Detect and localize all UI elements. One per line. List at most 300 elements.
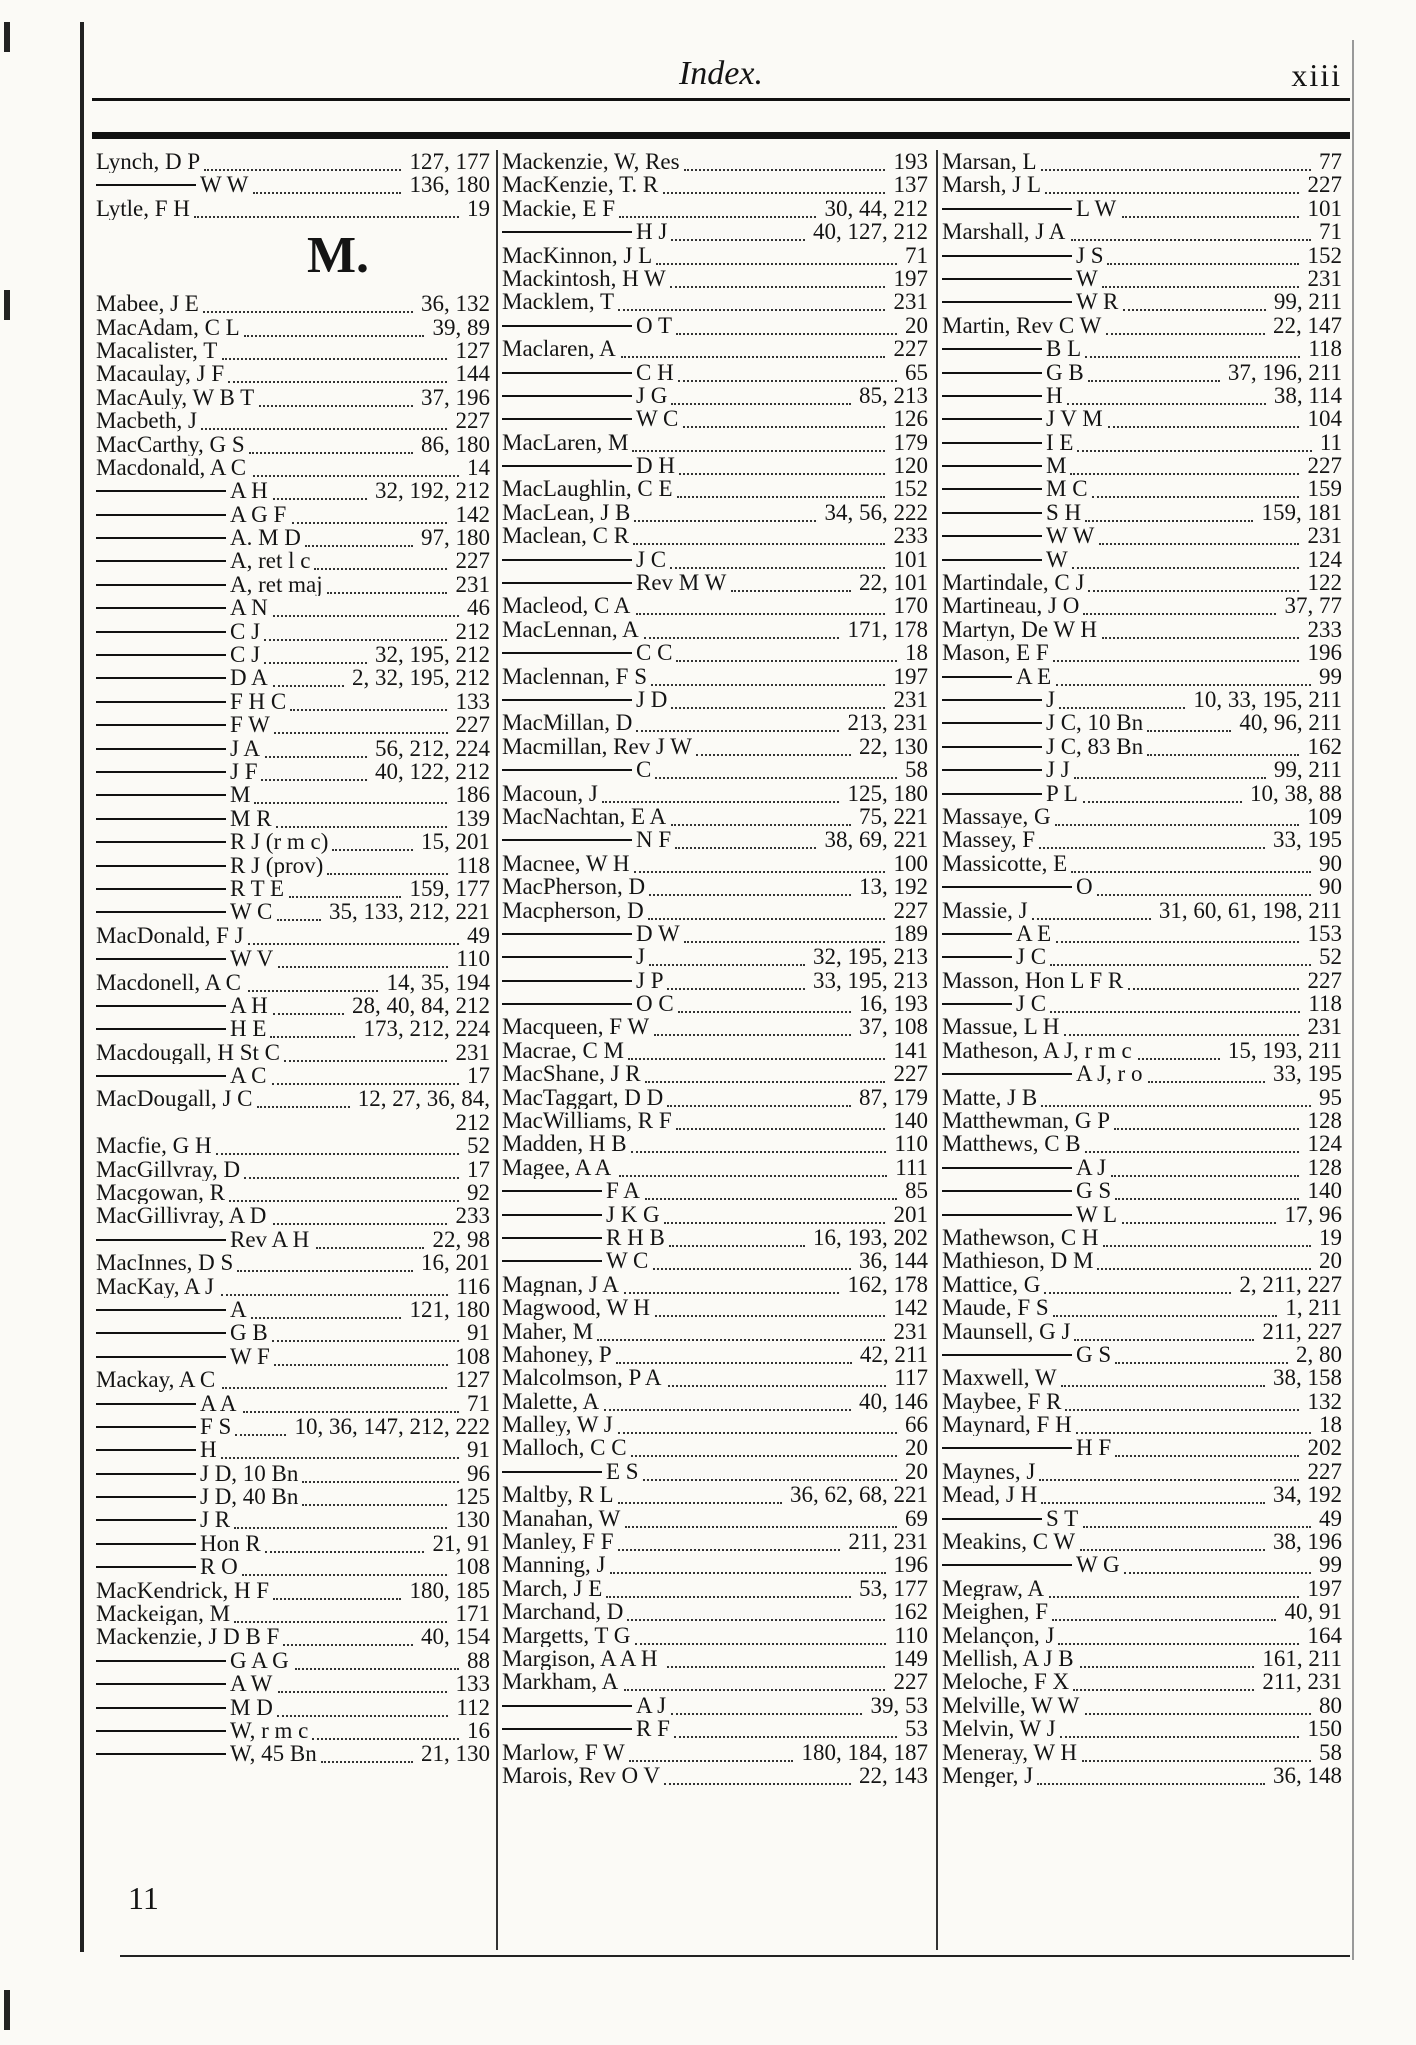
entry-pages: 58 <box>902 758 928 781</box>
entry-name: J A <box>230 736 261 760</box>
leader-dots <box>1039 828 1265 849</box>
leader-dots <box>1064 1015 1299 1036</box>
entry-name: Meloche, F X <box>942 1670 1070 1694</box>
ditto-rule <box>942 512 1042 514</box>
leader-dots <box>1097 1249 1311 1270</box>
entry-name: O C <box>636 992 674 1016</box>
entry-name: MacKinnon, J L <box>502 243 653 267</box>
leader-dots <box>636 594 886 615</box>
entry-pages: 40, 154 <box>418 1625 490 1648</box>
index-entry <box>502 665 928 688</box>
ditto-rule <box>502 839 632 841</box>
leader-dots <box>606 1577 851 1598</box>
entry-pages: 227 <box>1305 173 1343 196</box>
column-divider <box>936 150 938 1950</box>
index-entry <box>942 594 1342 617</box>
index-entry <box>502 1764 928 1787</box>
entry-name: R T E <box>230 876 285 901</box>
index-entry <box>942 1132 1342 1155</box>
index-entry <box>502 1132 928 1155</box>
entry-name: Mabee, J E <box>96 292 199 316</box>
index-entry <box>502 1647 928 1670</box>
entry-pages: 125, 180 <box>845 782 929 805</box>
index-entry <box>942 1577 1342 1600</box>
leader-dots <box>312 1719 459 1740</box>
index-entry <box>942 290 1342 313</box>
leader-dots <box>1088 361 1220 382</box>
index-column-3 <box>942 150 1342 1930</box>
entry-name: Malloch, C C <box>502 1436 627 1460</box>
entry-pages: 196 <box>1305 641 1343 664</box>
entry-name: Megraw, A <box>942 1576 1044 1601</box>
index-entry <box>502 688 928 711</box>
entry-name: Magnan, J A <box>502 1272 619 1297</box>
entry-name: March, J E <box>502 1576 603 1601</box>
leader-dots <box>624 1273 839 1294</box>
entry-name: J C, 83 Bn <box>1046 734 1144 759</box>
leader-dots <box>1059 688 1185 709</box>
entry-pages: 33, 195 <box>1270 1062 1342 1085</box>
index-entry <box>502 1109 928 1132</box>
leader-dots <box>645 1062 886 1083</box>
entry-name: J <box>636 945 645 969</box>
leader-dots <box>1102 267 1300 288</box>
entry-name: Martindale, C J <box>942 571 1085 595</box>
leader-dots <box>1088 571 1299 592</box>
entry-pages: 231 <box>891 290 929 313</box>
entry-name: Maybee, F R <box>942 1389 1062 1414</box>
entry-name: C J <box>230 619 261 644</box>
index-entry <box>96 877 490 900</box>
entry-name: Macgowan, R <box>96 1181 226 1205</box>
index-entry <box>96 1017 490 1040</box>
entry-pages: 96 <box>464 1462 490 1485</box>
entry-pages: 180, 185 <box>407 1579 491 1602</box>
leader-dots <box>677 477 886 498</box>
index-entry <box>502 1086 928 1109</box>
leader-dots <box>277 900 321 921</box>
entry-name: Macbeth, J <box>96 409 197 433</box>
index-entry <box>502 1530 928 1553</box>
index-entry <box>502 454 928 477</box>
leader-dots <box>327 573 448 594</box>
index-entry <box>942 1249 1342 1272</box>
entry-name: Maynes, J <box>942 1459 1036 1484</box>
leader-dots <box>1053 1296 1278 1317</box>
index-entry <box>502 758 928 781</box>
entry-name: Maunsell, G J <box>942 1319 1071 1343</box>
ditto-rule <box>96 1683 226 1685</box>
index-entry <box>942 641 1342 664</box>
leader-dots <box>1102 618 1300 639</box>
leader-dots <box>234 1602 447 1623</box>
entry-pages: 99, 211 <box>1271 290 1342 313</box>
entry-pages: 52 <box>464 1134 490 1157</box>
leader-dots <box>1044 1273 1231 1294</box>
entry-name: Mead, J H <box>942 1483 1038 1507</box>
index-entry <box>96 1485 490 1508</box>
entry-pages: 85 <box>902 1179 928 1202</box>
leader-dots <box>1039 1460 1299 1481</box>
leader-dots <box>1045 173 1299 194</box>
entry-name: Maltby, R L <box>502 1483 614 1507</box>
entry-pages: 69 <box>902 1507 928 1530</box>
entry-pages: 137 <box>891 173 929 196</box>
entry-pages: 227 <box>891 899 929 922</box>
entry-pages: 144 <box>453 362 491 385</box>
entry-pages: 16 <box>464 1719 490 1742</box>
index-entry <box>502 1203 928 1226</box>
index-entry <box>942 992 1342 1015</box>
index-entry <box>96 760 490 783</box>
index-entry <box>96 1649 490 1672</box>
entry-name: Matthews, C B <box>942 1132 1081 1156</box>
leader-dots <box>228 362 447 383</box>
entry-name: MacLaren, M <box>502 430 629 455</box>
leader-dots <box>292 503 448 524</box>
ditto-rule <box>942 793 1042 795</box>
leader-dots <box>1050 945 1311 966</box>
leader-dots <box>1032 899 1151 920</box>
entry-name: Marsan, L <box>942 150 1037 174</box>
entry-name: Maclean, C R <box>502 524 630 548</box>
ditto-rule <box>942 535 1042 537</box>
leader-dots <box>272 1321 459 1342</box>
entry-name: F S <box>200 1414 232 1439</box>
entry-pages: 20 <box>1316 1249 1342 1272</box>
entry-name: F W <box>230 713 270 737</box>
leader-dots <box>619 197 816 218</box>
ditto-rule <box>942 395 1042 397</box>
leader-dots <box>671 220 805 241</box>
index-entry <box>502 548 928 571</box>
entry-pages: 95 <box>1316 1086 1342 1109</box>
entry-pages: 231 <box>453 1041 491 1064</box>
index-entry <box>942 1273 1342 1296</box>
entry-pages: 211, 231 <box>1259 1670 1342 1693</box>
ditto-rule <box>502 956 632 958</box>
index-entry <box>942 548 1342 571</box>
ditto-rule <box>942 488 1042 490</box>
entry-name: G B <box>230 1321 268 1345</box>
entry-pages: 13, 192 <box>856 875 928 898</box>
entry-pages: 10, 33, 195, 211 <box>1190 688 1342 711</box>
entry-pages: 37, 108 <box>856 1015 928 1038</box>
entry-name: C C <box>636 641 673 665</box>
entry-pages: 15, 201 <box>418 830 490 853</box>
ditto-rule <box>96 1660 226 1662</box>
entry-pages: 32, 192, 212 <box>372 479 490 502</box>
entry-name: Masson, Hon L F R <box>942 968 1124 993</box>
entry-pages: 121, 180 <box>407 1298 491 1321</box>
index-entry <box>502 711 928 734</box>
entry-name: J R <box>200 1508 231 1532</box>
leader-dots <box>628 1039 886 1060</box>
entry-pages: 21, 130 <box>418 1742 490 1765</box>
index-entry <box>942 1483 1342 1506</box>
entry-pages: 91 <box>464 1321 490 1344</box>
ditto-rule <box>96 1473 196 1475</box>
leader-dots <box>1037 1764 1265 1785</box>
leader-dots <box>1147 711 1231 732</box>
index-entry <box>96 197 490 220</box>
index-entry <box>96 1228 490 1251</box>
leader-dots <box>1122 1203 1277 1224</box>
entry-name: MacInnes, D S <box>96 1251 234 1275</box>
entry-pages: 211, 227 <box>1259 1320 1342 1343</box>
index-entry <box>502 1577 928 1600</box>
entry-pages: 171, 178 <box>845 618 929 641</box>
index-entry <box>96 1415 490 1438</box>
index-entry <box>96 1134 490 1157</box>
ditto-rule <box>96 1519 196 1521</box>
leader-dots <box>655 1296 886 1317</box>
entry-name: J V M <box>1046 407 1103 431</box>
entry-pages: 130 <box>453 1508 491 1531</box>
entry-name: MacDonald, F J <box>96 923 244 948</box>
entry-pages: 36, 132 <box>418 292 490 315</box>
entry-name: Marsh, J L <box>942 173 1042 197</box>
entry-pages: 36, 62, 68, 221 <box>787 1483 928 1506</box>
leader-dots <box>276 807 448 828</box>
index-entry <box>96 1672 490 1695</box>
entry-pages: 171 <box>453 1602 491 1625</box>
entry-name: Manning, J <box>502 1553 606 1577</box>
entry-name: J C <box>1016 992 1047 1016</box>
entry-pages: 101 <box>891 548 929 571</box>
entry-pages: 92 <box>464 1181 490 1204</box>
ditto-rule <box>942 1214 1072 1216</box>
entry-name: J C, 10 Bn <box>1046 711 1144 735</box>
index-entry <box>502 1179 928 1202</box>
entry-pages: 53, 177 <box>856 1577 928 1600</box>
index-entry <box>502 641 928 664</box>
leader-dots <box>1107 244 1299 265</box>
entry-name: J C <box>1016 945 1047 969</box>
index-entry <box>96 1719 490 1742</box>
entry-name: Macdougall, H St C <box>96 1040 280 1065</box>
entry-pages: 10, 36, 147, 212, 222 <box>292 1415 491 1438</box>
ditto-rule <box>942 372 1042 374</box>
leader-dots <box>1103 1226 1311 1247</box>
index-entry <box>942 1694 1342 1717</box>
entry-name: C J <box>230 643 261 667</box>
entry-pages: 56, 212, 224 <box>372 737 490 760</box>
leader-dots <box>629 1741 793 1762</box>
entry-name: R H B <box>606 1225 665 1250</box>
ditto-rule <box>942 301 1072 303</box>
entry-pages: 173, 212, 224 <box>361 1017 491 1040</box>
leader-dots <box>1072 548 1300 569</box>
index-entry <box>96 1321 490 1344</box>
ditto-rule <box>96 1356 226 1358</box>
index-entry <box>96 1298 490 1321</box>
entry-name: Meneray, W H <box>942 1740 1077 1764</box>
index-entry <box>942 524 1342 547</box>
index-entry <box>96 713 490 736</box>
leader-dots <box>327 854 448 875</box>
leader-dots <box>667 1086 851 1107</box>
ditto-rule <box>96 1707 226 1709</box>
entry-name: MacKenzie, T. R <box>502 173 659 197</box>
ditto-rule <box>502 1705 632 1707</box>
leader-dots <box>290 690 447 711</box>
leader-dots <box>194 197 459 218</box>
leader-dots <box>1106 314 1265 335</box>
index-entry <box>96 573 490 596</box>
index-entry <box>942 1062 1342 1085</box>
entry-name: Mellish, A J B <box>942 1647 1074 1671</box>
leader-dots <box>676 641 897 662</box>
leader-dots <box>1074 1320 1254 1341</box>
entry-name: MacPherson, D <box>502 875 646 899</box>
leader-dots <box>1085 1132 1300 1153</box>
entry-name: J K G <box>606 1202 660 1226</box>
entry-name: Massue, L H <box>942 1015 1060 1039</box>
leader-dots <box>671 688 885 709</box>
entry-pages: 201 <box>891 1203 929 1226</box>
index-entry <box>502 1226 928 1249</box>
index-entry <box>96 947 490 970</box>
entry-name: Maher, M <box>502 1319 594 1343</box>
leader-dots <box>235 1415 286 1436</box>
entry-name: Lynch, D P <box>96 150 201 174</box>
entry-pages: 14 <box>464 456 490 479</box>
entry-name: Mathieson, D M <box>942 1249 1094 1273</box>
index-entry <box>942 1624 1342 1647</box>
entry-name: A E <box>1016 921 1052 946</box>
leader-dots <box>234 1508 447 1529</box>
index-entry <box>96 292 490 315</box>
index-entry <box>502 875 928 898</box>
entry-pages: 133 <box>453 690 491 713</box>
entry-pages: 164 <box>1305 1624 1343 1647</box>
footer-rule <box>120 1955 1350 1957</box>
ditto-rule <box>502 395 632 397</box>
entry-pages: 227 <box>891 1670 929 1693</box>
entry-pages: 32, 195, 212 <box>372 643 490 666</box>
index-entry <box>502 1507 928 1530</box>
leader-dots <box>670 548 885 569</box>
ditto-rule <box>942 348 1042 350</box>
entry-pages: 28, 40, 84, 212 <box>349 994 490 1017</box>
ditto-rule <box>96 584 226 586</box>
entry-name: A H <box>230 479 268 503</box>
index-entry <box>942 665 1342 688</box>
index-entry <box>942 1039 1342 1062</box>
leader-dots <box>278 1672 447 1693</box>
entry-name: Malette, A <box>502 1389 600 1414</box>
entry-pages: 116 <box>453 1275 490 1298</box>
ditto-rule <box>96 841 226 843</box>
leader-dots <box>203 292 413 313</box>
entry-name: J S <box>1076 243 1104 267</box>
leader-dots <box>204 150 401 171</box>
entry-name: Macaulay, J F <box>96 362 225 386</box>
entry-name: Martineau, J O <box>942 594 1080 618</box>
entry-name: D W <box>636 921 680 946</box>
entry-name: G B <box>1046 360 1084 384</box>
leader-dots <box>651 665 885 686</box>
entry-name: J J <box>1046 758 1070 782</box>
leader-dots <box>676 1109 886 1130</box>
leader-dots <box>253 173 401 194</box>
entry-pages: 133 <box>453 1672 491 1695</box>
entry-pages: 159 <box>1305 477 1343 500</box>
index-entry <box>96 737 490 760</box>
entry-name: W G <box>1076 1553 1120 1577</box>
entry-pages: 36, 144 <box>856 1249 928 1272</box>
ditto-rule <box>96 537 226 539</box>
entry-name: A, ret maj <box>230 572 323 597</box>
index-entry <box>502 337 928 360</box>
leader-dots <box>273 666 344 687</box>
entry-pages: 46 <box>464 596 490 619</box>
entry-name: W L <box>1076 1202 1118 1226</box>
index-entry <box>96 924 490 947</box>
entry-name: Mattice, G <box>942 1272 1041 1297</box>
entry-pages: 37, 196 <box>418 386 490 409</box>
leader-dots <box>627 1600 885 1621</box>
entry-name: G S <box>1076 1179 1112 1203</box>
entry-pages: 110 <box>891 1132 928 1155</box>
index-entry <box>502 407 928 430</box>
entry-name: W C <box>230 900 273 924</box>
entry-name: Meighen, F <box>942 1600 1049 1624</box>
index-entry <box>502 1296 928 1319</box>
ditto-rule <box>96 607 226 609</box>
index-entry <box>942 1179 1342 1202</box>
entry-pages: 65 <box>902 361 928 384</box>
ditto-rule <box>96 1403 196 1405</box>
ditto-rule <box>942 676 1012 678</box>
index-entry <box>502 852 928 875</box>
ditto-rule <box>96 701 226 703</box>
leader-dots <box>289 877 402 898</box>
index-entry <box>96 1275 490 1298</box>
index-entry <box>502 1366 928 1389</box>
entry-name: Macrae, C M <box>502 1038 624 1063</box>
entry-pages: 86, 180 <box>418 433 490 456</box>
entry-name: Martin, Rev C W <box>942 313 1102 338</box>
entry-name: Massaye, G <box>942 804 1051 829</box>
index-entry <box>502 1062 928 1085</box>
entry-pages: 35, 133, 212, 221 <box>326 900 490 923</box>
index-entry <box>502 524 928 547</box>
leader-dots <box>636 711 839 732</box>
entry-pages: 189 <box>891 922 929 945</box>
entry-pages: 211, 231 <box>845 1530 928 1553</box>
index-entry <box>942 758 1342 781</box>
entry-pages: 231 <box>453 573 491 596</box>
entry-name: W W <box>200 173 249 197</box>
entry-name: Marshall, J A <box>942 220 1066 244</box>
leader-dots <box>1067 384 1266 405</box>
entry-pages: 153 <box>1305 922 1343 945</box>
leader-dots <box>1138 1039 1220 1060</box>
entry-name: Macleod, C A <box>502 594 631 618</box>
entry-name: Magwood, W H <box>502 1296 651 1320</box>
entry-name: E S <box>606 1459 639 1484</box>
entry-name: I E <box>1046 430 1074 455</box>
entry-name: MacAdam, C L <box>96 315 240 339</box>
entry-pages: 162 <box>1305 735 1343 758</box>
entry-pages: 193 <box>891 150 929 173</box>
index-entry <box>96 316 490 339</box>
leader-dots <box>1041 1483 1265 1504</box>
leader-dots <box>1056 922 1299 943</box>
index-entry <box>502 1553 928 1576</box>
